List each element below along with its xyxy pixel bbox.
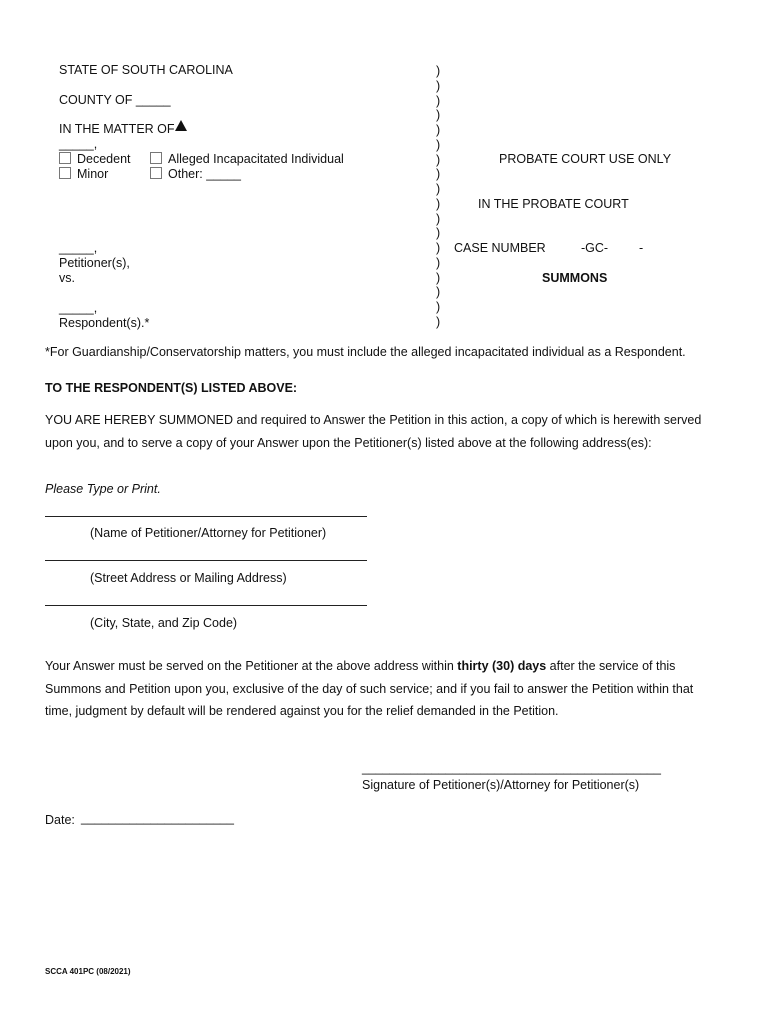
paren: ) [436, 78, 441, 93]
incapacitated-checkbox[interactable] [150, 152, 162, 164]
other-label[interactable]: Other: _____ [168, 167, 241, 181]
paren: ) [436, 182, 441, 196]
paren: ) [436, 137, 441, 152]
petitioner-name-blank[interactable]: _____, [59, 241, 98, 255]
answer-text-end: after the service of this Summons and Petition upon you, exclusive of the day of such service; and if you fail to answer the Petition within that time, judgment by default will be rendered against you for the relief demanded in the Petition. [45, 659, 694, 718]
summoned-paragraph: YOU ARE HEREBY SUMMONED and required to Answer the Petition in this action, a copy of which is herewith served upon you, and to serve a copy of your Answer upon the Petitioner(s) listed above at the following address(es): [45, 413, 702, 450]
city-state-zip-line[interactable] [45, 605, 367, 606]
paren: ) [436, 152, 441, 167]
matter-label: IN THE MATTER OF [59, 122, 175, 136]
date-label: Date: [45, 813, 75, 827]
court-name: IN THE PROBATE COURT [478, 197, 629, 211]
paren: ) [436, 211, 441, 226]
county-line[interactable]: COUNTY OF _____ [59, 93, 171, 107]
paren: ) [436, 285, 441, 300]
street-address-line[interactable] [45, 560, 367, 561]
decedent-label: Decedent [77, 152, 131, 166]
warning-triangle-icon [175, 120, 187, 131]
paren: ) [436, 123, 441, 137]
minor-label: Minor [77, 167, 109, 181]
paren: ) [436, 270, 441, 285]
paren: ) [436, 167, 441, 182]
petitioner-name-line[interactable] [45, 516, 367, 517]
paren: ) [436, 226, 441, 241]
respondent-label: Respondent(s).* [59, 316, 150, 330]
paren: ) [436, 64, 441, 78]
answer-deadline: thirty (30) days [457, 659, 547, 673]
respondent-name-blank[interactable]: _____, [59, 301, 98, 315]
other-checkbox[interactable] [150, 167, 162, 179]
petitioner-name-caption: (Name of Petitioner/Attorney for Petitioner) [90, 526, 327, 540]
court-use-only: PROBATE COURT USE ONLY [499, 152, 672, 166]
case-number-label: CASE NUMBER [454, 241, 546, 255]
state-heading: STATE OF SOUTH CAROLINA [59, 63, 233, 77]
document-title: SUMMONS [542, 271, 608, 285]
versus-label: vs. [59, 271, 75, 285]
caption-divider [436, 64, 444, 330]
signature-line[interactable]: ___________________________________________ [362, 761, 661, 775]
matter-name-blank[interactable]: _____, [59, 137, 98, 151]
incapacitated-label: Alleged Incapacitated Individual [168, 152, 344, 166]
form-code: SCCA 401PC (08/2021) [45, 967, 131, 976]
petitioner-label: Petitioner(s), [59, 256, 130, 270]
date-field[interactable]: ______________________ [81, 811, 234, 825]
respondents-heading: TO THE RESPONDENT(S) LISTED ABOVE: [45, 381, 298, 395]
paren: ) [436, 93, 441, 108]
paren: ) [436, 108, 441, 123]
case-number-dash[interactable]: - [639, 241, 644, 255]
paren: ) [436, 314, 441, 329]
please-type-note: Please Type or Print. [45, 482, 161, 496]
street-address-caption: (Street Address or Mailing Address) [90, 571, 287, 585]
answer-paragraph [45, 655, 715, 723]
answer-text-start: Your Answer must be served on the Petitioner at the above address within [45, 659, 458, 673]
minor-checkbox[interactable] [59, 167, 71, 179]
paren: ) [436, 300, 441, 314]
guardianship-footnote: *For Guardianship/Conservatorship matters, you must include the alleged incapacitated individual as a Respondent. [45, 345, 686, 359]
paren: ) [436, 241, 441, 255]
city-state-zip-caption: (City, State, and Zip Code) [90, 616, 238, 630]
paren: ) [436, 255, 441, 270]
paren: ) [436, 196, 441, 211]
signature-caption: Signature of Petitioner(s)/Attorney for Petitioner(s) [362, 778, 640, 792]
decedent-checkbox[interactable] [59, 152, 71, 164]
case-number-gc[interactable]: -GC- [581, 241, 609, 255]
